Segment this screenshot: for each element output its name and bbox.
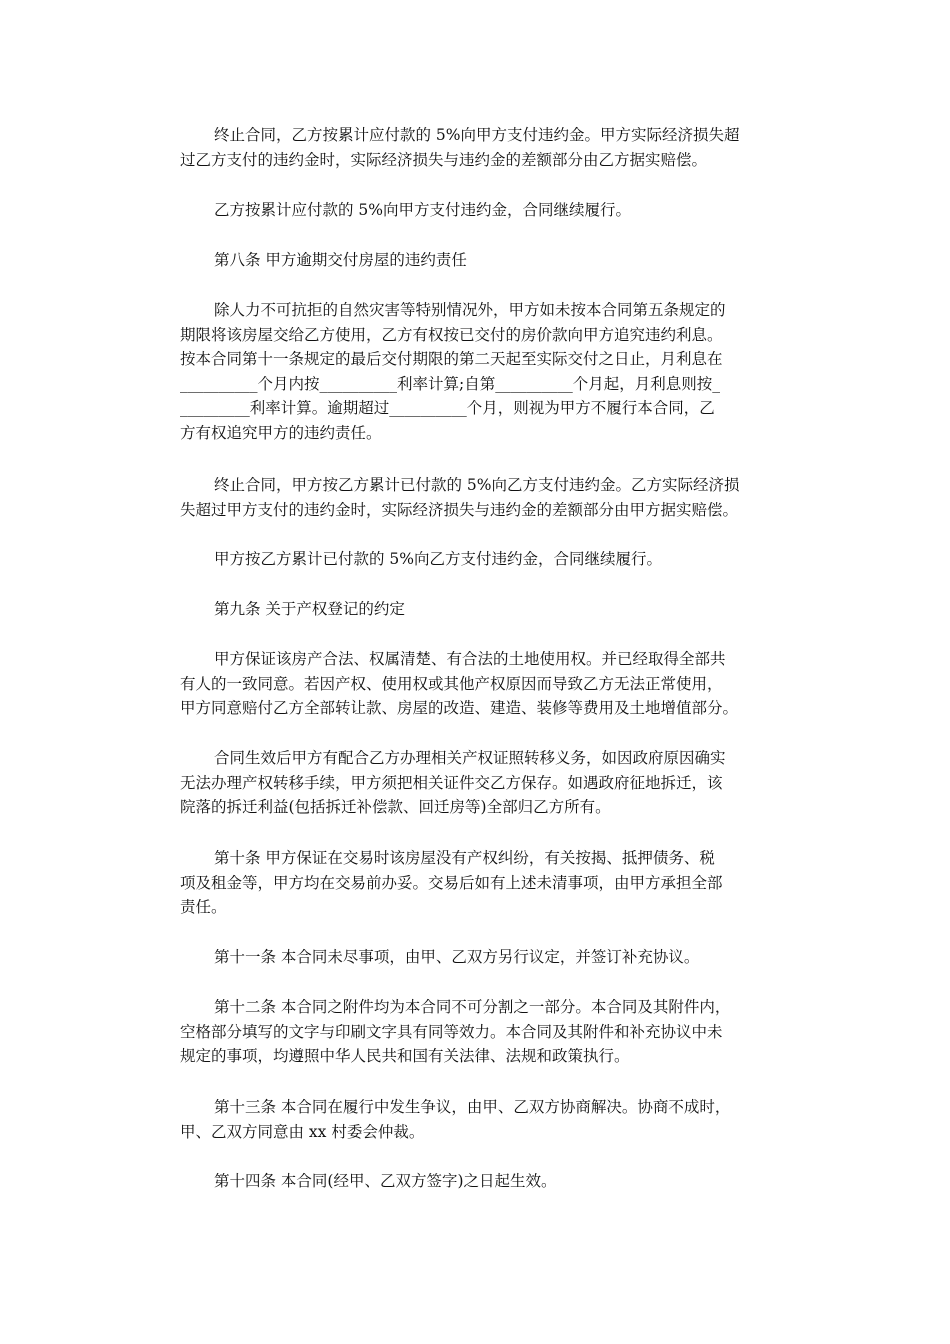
text-line: 项及租金等，甲方均在交易前办妥。交易后如有上述未清事项，由甲方承担全部 xyxy=(180,873,723,892)
paragraph-property-guarantee xyxy=(180,647,780,721)
text-line: 责任。 xyxy=(180,898,227,916)
heading-article-8 xyxy=(180,248,780,273)
text-line: 过乙方支付的违约金时，实际经济损失与违约金的差额部分由乙方据实赔偿。 xyxy=(180,150,708,169)
text-line: 乙方按累计应付款的 5%向甲方支付违约金，合同继续履行。 xyxy=(214,201,632,219)
paragraph-article-10 xyxy=(180,846,780,920)
text-line: 除人力不可抗拒的自然灾害等特别情况外，甲方如未按本合同第五条规定的 xyxy=(214,301,726,319)
text-line: 失超过甲方支付的违约金时，实际经济损失与违约金的差额部分由甲方据实赔偿。 xyxy=(180,500,739,519)
paragraph-article-12 xyxy=(180,995,780,1069)
text-line: 按本合同第十一条规定的最后交付期限的第二天起至实际交付之日止，月利息在 xyxy=(180,350,723,368)
text-line: 第十条 甲方保证在交易时该房屋没有产权纠纷，有关按揭、抵押债务、税 xyxy=(214,849,715,867)
paragraph-seller-penalty-continue xyxy=(180,547,780,572)
text-line: 甲、乙双方同意由 xx 村委会仲裁。 xyxy=(180,1122,425,1141)
text-line: 无法办理产权转移手续，甲方须把相关证件交乙方保存。如遇政府征地拆迁，该 xyxy=(180,773,723,792)
text-line: 甲方同意赔付乙方全部转让款、房屋的改造、建造、装修等费用及土地增值部分。 xyxy=(180,699,739,717)
text-line: 甲方按乙方累计已付款的 5%向乙方支付违约金，合同继续履行。 xyxy=(214,550,663,568)
text-line: 第十三条 本合同在履行中发生争议，由甲、乙双方协商解决。协商不成时， xyxy=(214,1098,731,1116)
heading-article-9 xyxy=(180,597,780,622)
text-line: 规定的事项，均遵照中华人民共和国有关法律、法规和政策执行。 xyxy=(180,1047,630,1065)
paragraph-seller-late-delivery xyxy=(180,298,780,445)
paragraph-termination-buyer-penalty xyxy=(180,123,780,172)
paragraph-title-transfer xyxy=(180,746,780,820)
text-line: 终止合同，乙方按累计应付款的 5%向甲方支付违约金。甲方实际经济损失超 xyxy=(214,126,740,144)
text-line: 空格部分填写的文字与印刷文字具有同等效力。本合同及其附件和补充协议中未 xyxy=(180,1022,723,1041)
paragraph-article-13 xyxy=(180,1095,780,1144)
text-line: 方有权追究甲方的违约责任。 xyxy=(180,423,382,442)
text-line: 有人的一致同意。若因产权、使用权或其他产权原因而导致乙方无法正常使用， xyxy=(180,674,723,693)
text-line: 第八条 甲方逾期交付房屋的违约责任 xyxy=(214,251,467,269)
text-line: 第十二条 本合同之附件均为本合同不可分割之一部分。本合同及其附件内， xyxy=(214,998,731,1016)
paragraph-buyer-penalty-continue xyxy=(180,198,780,223)
text-line: _________利率计算。逾期超过__________个月，则视为甲方不履行本合同，乙 xyxy=(180,399,715,417)
text-line: 院落的拆迁利益(包括拆迁补偿款、回迁房等)全部归乙方所有。 xyxy=(180,798,611,816)
paragraph-termination-seller-penalty xyxy=(180,473,780,522)
text-line: 第十四条 本合同(经甲、乙双方签字)之日起生效。 xyxy=(214,1172,557,1190)
text-line: 终止合同，甲方按乙方累计已付款的 5%向乙方支付违约金。乙方实际经济损 xyxy=(214,476,740,494)
text-line: 甲方保证该房产合法、权属清楚、有合法的土地使用权。并已经取得全部共 xyxy=(214,650,726,668)
text-line: 第九条 关于产权登记的约定 xyxy=(214,600,405,618)
text-line: 期限将该房屋交给乙方使用，乙方有权按已交付的房价款向甲方追究违约利息。 xyxy=(180,325,723,344)
paragraph-article-14 xyxy=(180,1169,780,1194)
paragraph-article-11 xyxy=(180,945,780,970)
text-line: __________个月内按__________利率计算;自第__________个月起，月利息则按_ xyxy=(180,374,720,393)
text-line: 第十一条 本合同未尽事项，由甲、乙双方另行议定，并签订补充协议。 xyxy=(214,948,700,966)
text-line: 合同生效后甲方有配合乙方办理相关产权证照转移义务，如因政府原因确实 xyxy=(214,749,726,767)
